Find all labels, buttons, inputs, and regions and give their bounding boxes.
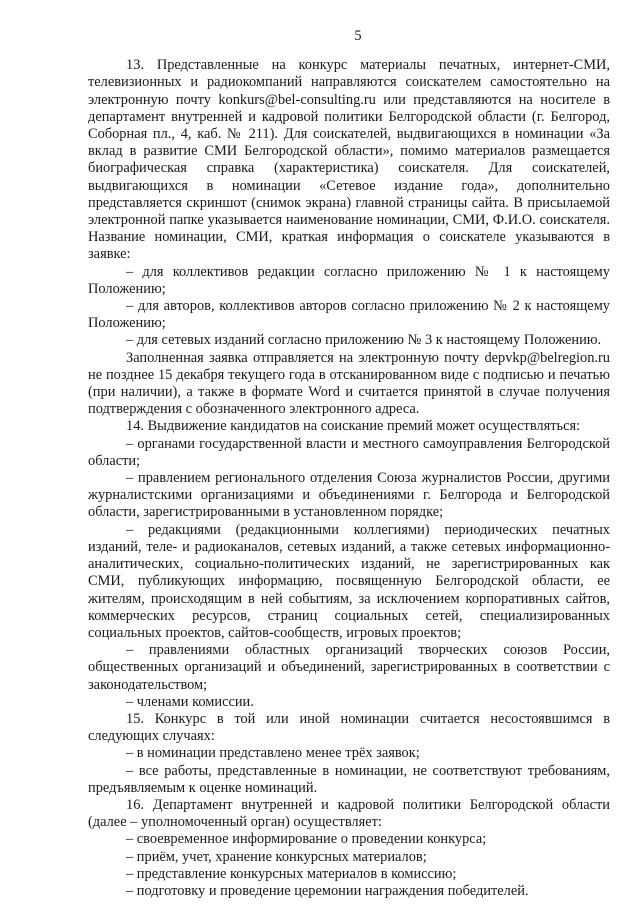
list-item-journalists-union: – правлением регионального отделения Союза журналистов России, другими журналистскими организациями и объединениями г. Белгорода и Белгородской области, зарегистрированными в установленном порядке; xyxy=(88,470,610,521)
list-item-award-ceremony: – подготовку и проведение церемонии награждения победителей. xyxy=(126,882,529,899)
list-item-appendix-1: – для коллективов редакции согласно приложению № 1 к настоящему Положению; xyxy=(88,263,610,297)
paragraph-16: 16. Департамент внутренней и кадровой политики Белгородской области (далее – уполномоченный орган) осуществляет: xyxy=(88,796,610,831)
paragraph-application-submission: Заполненная заявка отправляется на электронную почту depvkp@belregion.ru не позднее 15 декабря текущего года в отсканированном виде с подписью и печатью (при наличии), а также в формате Word и считается принятой в случае получения подтверждения с обозначенного электронного адреса. xyxy=(88,349,610,418)
list-item-editorial-boards: – редакциями (редакционными коллегиями) периодических печатных изданий, теле- и радиоканалов, сетевых изданий, а также сетевых информационно-аналитических, социально-политических изданий, не зарегистрированных как СМИ, публикующих информацию, посвященную Белгородской области, ее жителям, происходящим в ней событиям, за исключением корпоративных сайтов, коммерческих ресурсов, страниц социальных сетей, специализированных социальных проектов, сайтов-сообществ, игровых проектов; xyxy=(88,521,610,641)
list-item-appendix-3: – для сетевых изданий согласно приложению № 3 к настоящему Положению. xyxy=(126,332,602,349)
list-item-informing: – своевременное информирование о проведении конкурса; xyxy=(126,831,487,848)
list-item-commission-members: – членами комиссии. xyxy=(126,693,254,710)
list-item-appendix-2: – для авторов, коллективов авторов согласно приложению № 2 к настоящему Положению; xyxy=(88,298,610,332)
list-item-government-bodies: – органами государственной власти и местного самоуправления Белгородской области; xyxy=(88,435,610,469)
list-item-creative-unions: – правлениями областных организаций творческих союзов России, общественных организаций и объединений, зарегистрированных в соответствии с законодательством; xyxy=(88,642,610,693)
list-item-fewer-than-three: – в номинации представлено менее трёх заявок; xyxy=(126,745,420,762)
list-item-receiving-materials: – приём, учет, хранение конкурсных материалов; xyxy=(126,848,427,865)
paragraph-13: 13. Представленные на конкурс материалы печатных, интернет-СМИ, телевизионных и радиокомпаний направляются соискателем самостоятельно на электронную почту konkurs@bel-consulting.ru или представляются на носителе в департамент внутренней и кадровой политики Белгородской области (г. Белгород, Соборная пл., 4, каб. № 211). Для соискателей, выдвигающихся в номинации «За вклад в развитие СМИ Белгородской области», помимо материалов размещается биографическая справка (характеристика) соискателя. Для соискателей, выдвигающихся в номинации «Сетевое издание года», дополнительно представляется скриншот (снимок экрана) главной страницы сайта. В присылаемой электронной папке указывается наименование номинации, СМИ, Ф.И.О. соискателя. Название номинации, СМИ, краткая информация о соискателе указываются в заявке: xyxy=(88,57,610,263)
list-item-nonconforming-works: – все работы, представленные в номинации, не соответствуют требованиям, предъявляемым к оценке номинаций. xyxy=(88,762,610,796)
page-number: 5 xyxy=(354,28,362,44)
paragraph-15: 15. Конкурс в той или иной номинации считается несостоявшимся в следующих случаях: xyxy=(88,710,610,745)
list-item-submitting-to-commission: – представление конкурсных материалов в комиссию; xyxy=(126,865,457,882)
paragraph-14: 14. Выдвижение кандидатов на соискание премий может осуществляться: xyxy=(126,418,581,435)
